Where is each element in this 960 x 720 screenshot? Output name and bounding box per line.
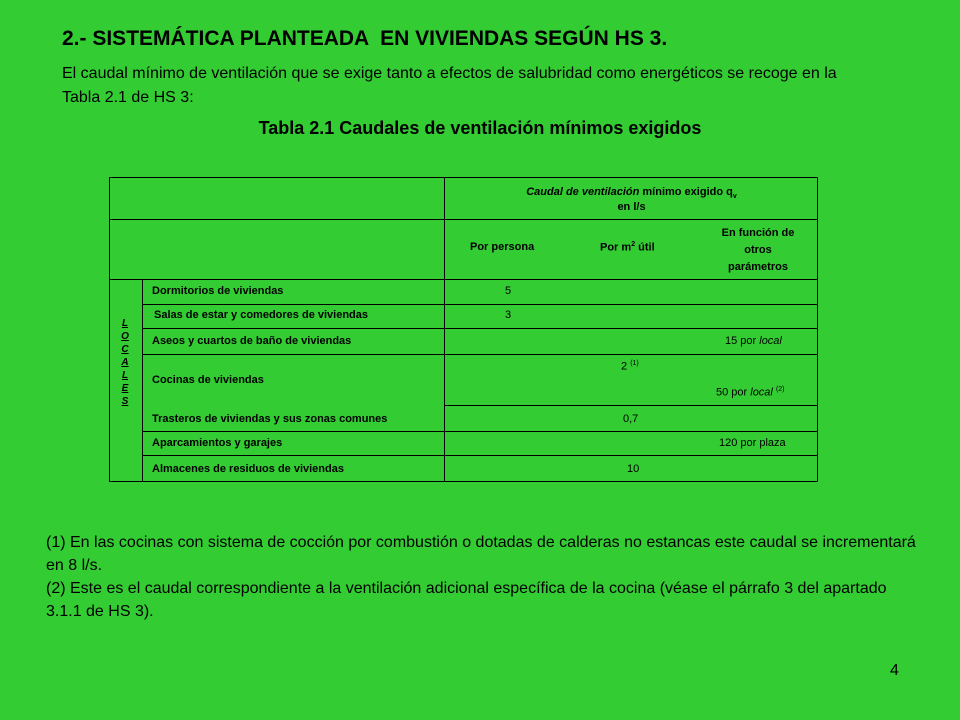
section-heading: 2.- SISTEMÁTICA PLANTEADA EN VIVIENDAS SEGÚN HS 3. bbox=[62, 27, 668, 50]
row-divider bbox=[142, 304, 818, 305]
page-number: 4 bbox=[890, 662, 899, 679]
footnote-1: (1) En las cocinas con sistema de cocción por combustión o dotadas de calderas no estancas este caudal se incrementará en 8 l/s. bbox=[46, 534, 916, 574]
value-aseos-otros: 15 por local bbox=[725, 335, 782, 347]
row-divider bbox=[109, 279, 818, 280]
row-label-salas: Salas de estar y comedores de viviendas bbox=[154, 309, 369, 321]
value-cocinas-por-m2: 2 $^{(1)}$ bbox=[621, 360, 639, 373]
row-divider bbox=[109, 219, 818, 220]
value-dormitorios-por-persona: 5 bbox=[505, 285, 512, 297]
value-trasteros-por-m2: 0,7 bbox=[623, 413, 639, 425]
row-divider bbox=[445, 405, 818, 406]
row-label-aparcamientos: Aparcamientos y garajes bbox=[152, 437, 283, 449]
table-border-bottom bbox=[109, 481, 818, 482]
row-label-cocinas: Cocinas de viviendas bbox=[152, 374, 264, 386]
column-header-otros: En función de otros parámetros bbox=[721, 227, 795, 273]
row-label-almacenes: Almacenes de residuos de viviendas bbox=[152, 463, 344, 475]
value-salas-por-persona: 3 bbox=[505, 309, 512, 321]
row-divider bbox=[142, 455, 818, 456]
column-divider bbox=[142, 279, 143, 482]
row-divider bbox=[142, 431, 818, 432]
footnotes bbox=[46, 531, 926, 623]
ventilation-table bbox=[109, 177, 818, 482]
table-border-top bbox=[109, 177, 818, 178]
footnote-2: (2) Este es el caudal correspondiente a la ventilación adicional específica de la cocina (véase el párrafo 3 del apartado 3.1.1 de HS 3). bbox=[46, 580, 887, 620]
locales-side-label: L O C A L E S bbox=[121, 318, 129, 407]
column-header-por-m2: Por $m^2$ útil bbox=[600, 241, 655, 254]
table-border-right bbox=[817, 177, 818, 482]
row-divider bbox=[142, 328, 818, 329]
row-label-dormitorios: Dormitorios de viviendas bbox=[152, 285, 284, 297]
row-label-aseos: Aseos y cuartos de baño de viviendas bbox=[152, 335, 352, 347]
table-header: Caudal de ventilación mínimo exigido $q_v$ bbox=[526, 186, 737, 201]
row-label-trasteros: Trasteros de viviendas y sus zonas comunes bbox=[152, 413, 388, 425]
value-cocinas-otros: 50 por local $^{(2)}$ bbox=[716, 386, 785, 399]
table-title: Tabla 2.1 Caudales de ventilación mínimos exigidos bbox=[258, 118, 702, 138]
intro-paragraph: El caudal mínimo de ventilación que se exige tanto a efectos de salubridad como energéticos se recoge en la Tabla 2.1 de HS 3: bbox=[62, 65, 837, 106]
value-aparcamientos-otros: 120 por plaza bbox=[719, 437, 786, 449]
row-divider bbox=[142, 354, 818, 355]
column-header-por-persona: Por persona bbox=[470, 241, 535, 253]
value-almacenes-por-m2: 10 bbox=[627, 463, 640, 475]
table-header-unit: en l/s bbox=[617, 201, 646, 213]
column-divider bbox=[444, 177, 445, 482]
